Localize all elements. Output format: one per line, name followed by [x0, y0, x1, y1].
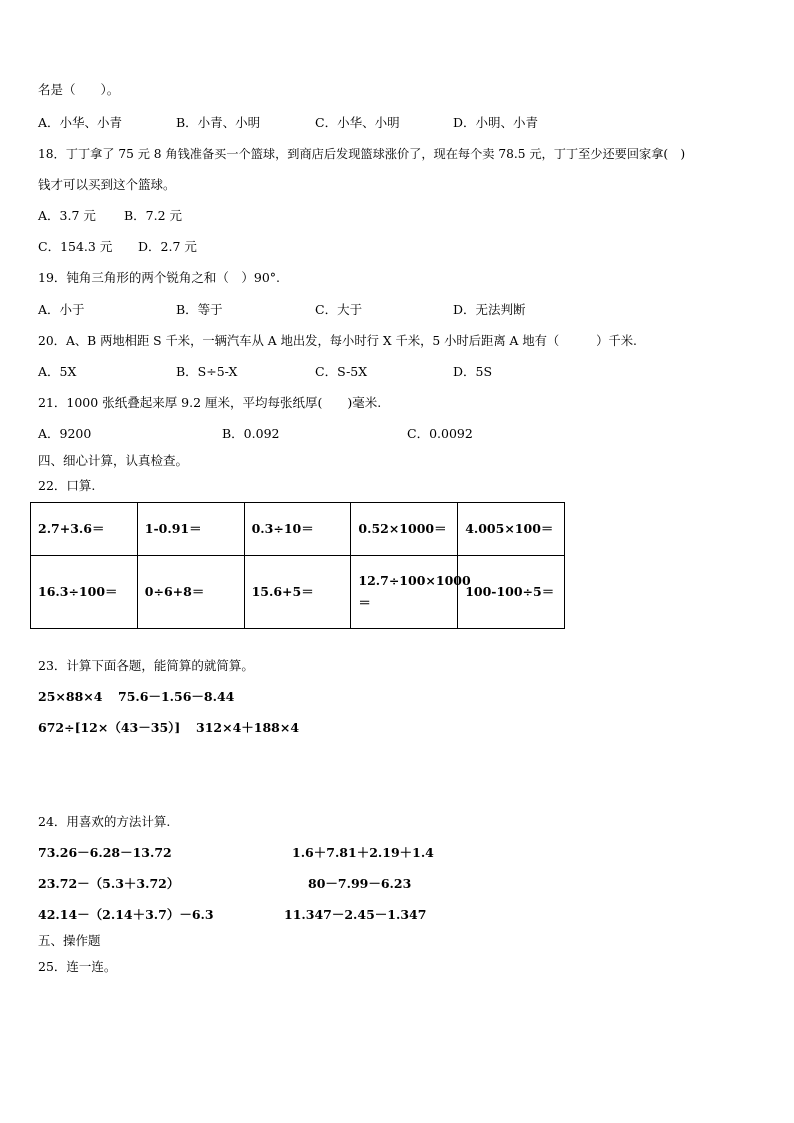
q19-option-b[interactable]: B．等于 — [176, 302, 223, 317]
table-row — [31, 556, 565, 629]
q21-option-c[interactable]: C．0.0092 — [407, 426, 473, 441]
table-cell[interactable]: 0÷6+8＝ — [137, 556, 244, 629]
q19-option-d[interactable]: D．无法判断 — [453, 302, 526, 317]
q19-option-c[interactable]: C．大于 — [315, 302, 363, 317]
q20-stem: 20．A、B 两地相距 S 千米，一辆汽车从 A 地出发，每小时行 X 千米，5 小时后距离 A 地有（ ）千米. — [38, 334, 637, 348]
q18-option-d[interactable]: D．2.7 元 — [138, 239, 197, 254]
table-cell[interactable]: 15.6+5＝ — [244, 556, 351, 629]
q19-stem: 19．钝角三角形的两个锐角之和（ ）90°. — [38, 270, 281, 285]
q17-option-b[interactable]: B．小青、小明 — [176, 115, 261, 130]
q21-option-b[interactable]: B．0.092 — [222, 426, 280, 441]
q20-option-c[interactable]: C．S-5X — [315, 364, 368, 379]
q18-option-c[interactable]: C．154.3 元 — [38, 239, 113, 254]
q24-expr-4: 80－7.99－6.23 — [308, 876, 412, 891]
q23-title: 23．计算下面各题，能简算的就简算。 — [38, 658, 254, 673]
q18-stem-line2: 钱才可以买到这个篮球。 — [38, 177, 176, 192]
q23-expr-1: 25×88×4 — [38, 689, 103, 704]
q24-expr-5: 42.14－（2.14＋3.7）－6.3 — [38, 907, 214, 922]
q24-expr-3: 23.72－（5.3＋3.72） — [38, 876, 180, 891]
q23-expr-4: 312×4＋188×4 — [196, 720, 300, 735]
q24-expr-6: 11.347－2.45－1.347 — [284, 907, 427, 922]
q17-option-d[interactable]: D．小明、小青 — [453, 115, 539, 130]
cell-line-2: ＝ — [358, 595, 371, 610]
table-cell[interactable]: 1-0.91＝ — [137, 503, 244, 556]
table-cell[interactable]: 16.3÷100＝ — [31, 556, 138, 629]
q21-option-a[interactable]: A．9200 — [38, 426, 92, 441]
table-cell[interactable]: 2.7+3.6＝ — [31, 503, 138, 556]
q22-title: 22．口算. — [38, 478, 96, 493]
q20-option-a[interactable]: A．5X — [38, 364, 77, 379]
q19-option-a[interactable]: A．小于 — [38, 302, 85, 317]
mental-math-table — [30, 502, 565, 629]
q24-expr-2: 1.6＋7.81＋2.19＋1.4 — [292, 845, 434, 860]
table-row — [31, 503, 565, 556]
q21-stem: 21．1000 张纸叠起来厚 9.2 厘米，平均每张纸厚( )毫米. — [38, 395, 382, 410]
q17-option-a[interactable]: A．小华、小青 — [38, 115, 123, 130]
q24-expr-1: 73.26－6.28－13.72 — [38, 845, 172, 860]
q17-option-c[interactable]: C．小华、小明 — [315, 115, 400, 130]
q18-option-b[interactable]: B．7.2 元 — [124, 208, 183, 223]
q23-expr-3: 672÷[12×（43－35）] — [38, 720, 181, 735]
q18-option-a[interactable]: A．3.7 元 — [38, 208, 96, 223]
q24-title: 24．用喜欢的方法计算. — [38, 814, 171, 829]
section-4-title: 四、细心计算，认真检查。 — [38, 453, 189, 468]
section-5-title: 五、操作题 — [38, 933, 101, 948]
table-cell-two-line[interactable] — [351, 556, 471, 629]
q23-expr-2: 75.6－1.56－8.44 — [118, 689, 235, 704]
q20-option-d[interactable]: D．5S — [453, 364, 493, 379]
table-cell[interactable]: 0.3÷10＝ — [244, 503, 351, 556]
cell-line-1: 12.7÷100×1000 — [358, 573, 471, 588]
q17-stem-tail: 名是（ ）。 — [38, 82, 120, 97]
q18-stem-line1: 18．丁丁拿了 75 元 8 角钱准备买一个篮球，到商店后发现篮球涨价了，现在每个卖 78.5 元，丁丁至少还要回家拿( ) — [38, 147, 686, 161]
table-cell[interactable]: 100-100÷5＝ — [458, 556, 565, 629]
table-cell[interactable]: 0.52×1000＝ — [351, 503, 458, 556]
q25-title: 25．连一连。 — [38, 959, 117, 974]
table-cell[interactable]: 4.005×100＝ — [458, 503, 565, 556]
q20-option-b[interactable]: B．S÷5-X — [176, 364, 238, 379]
